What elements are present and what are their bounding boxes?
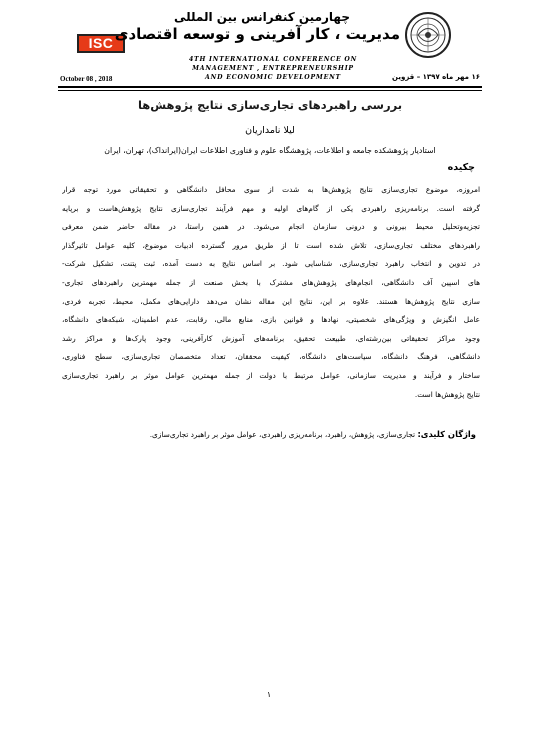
abstract-line: های اسپین آف دانشگاهی، انجام‌های پژوهش‌های مشترک با بخش صنعت از جمله مهمترین راهبردهای تجاری- — [62, 277, 480, 287]
abstract-line: راهبردهای مختلف تجاری‌سازی، تلاش شده است تا از طریق مرور گسترده ادبیات موضوع، کلیه عوامل تاثیرگذار — [62, 240, 480, 250]
author-name: لیلا نامداریان — [245, 125, 295, 136]
abstract-body — [62, 181, 480, 404]
conference-title-fa-line2: مدیریت ، کار آفرینی و توسعه اقتصادی — [114, 25, 400, 43]
keywords — [58, 429, 476, 439]
abstract-line: عامل انگیزش و ویژگی‌های شخصیتی، نهادها و قوانین بازی، منابع مالی، رقابت، عدم اطمینان، شبکه‌های دانشگاه، — [62, 315, 480, 325]
conference-date-en: October 08 , 2018 — [60, 75, 113, 83]
keywords-text: تجاری‌سازی، پژوهش، راهبرد، برنامه‌ریزی راهبردی، عوامل موثر بر راهبرد تجاری‌سازی. — [149, 430, 418, 439]
conference-title-en-line2: MANAGEMENT , ENTREPRENEURSHIP — [192, 65, 354, 72]
author-affiliation: استادیار پژوهشکده جامعه و اطلاعات، پژوهشگاه علوم و فناوری اطلاعات ایران(ایرانداک)، تهران، ایران — [104, 146, 436, 155]
abstract-line: وجود مراکز تحقیقاتی بین‌رشته‌ای، طبیعت تحقیق، برنامه‌های آموزش کارآفرینی، وجود پارک‌ها و مراکز رشد — [62, 333, 480, 343]
conference-title-fa-line1: چهارمین کنفرانس بین المللی — [173, 10, 350, 24]
conference-date-fa: ۱۶ مهر ماه ۱۳۹۷ – قزوین — [392, 73, 480, 81]
paper-title: بررسی راهبردهای تجاری‌سازی نتایج پژوهش‌ها — [137, 98, 403, 112]
keywords-label: واژگان کلیدی: — [417, 429, 476, 439]
abstract-line: گرفته است. برنامه‌ریزی راهبردی یکی از گام‌های اولیه و مهم فرآیند تجاری‌سازی نتایج پژوهش‌هاست و برپایه — [62, 203, 480, 213]
abstract-heading: چکیده — [447, 162, 475, 173]
conference-title-en — [168, 55, 378, 82]
abstract-line: تجزیه‌وتحلیل محیط بیرونی و درونی سازمان انجام می‌شود. در همین راستا، در مقاله حاضر ضمن معرفی — [62, 222, 480, 232]
abstract-line: دانشگاهی، فرهنگ دانشگاه، سیاست‌های دانشگاه، کیفیت محققان، تعداد متخصصان تجاری‌سازی، سطح فناوری، — [62, 352, 480, 362]
abstract-line: امروزه، موضوع تجاری‌سازی نتایج پژوهش‌ها به شدت از سوی محافل دانشگاهی و تحقیقاتی مورد توجه قرار — [62, 185, 480, 194]
conference-title-en-line3: AND ECONOMIC DEVELOPMENT — [205, 74, 341, 81]
header-divider — [58, 86, 482, 88]
abstract-line: در تدوین و انتخاب راهبرد تجاری‌سازی، شناسایی شود. بر اساس نتایج به دست آمده، ثبت پتنت، تشکیل شرکت- — [62, 259, 480, 269]
abstract-line: ساختار و فرآیند و مدیریت سازمانی، عوامل مرتبط با دولت از جمله مهمترین عوامل موثر بر راهبرد تجاری‌سازی — [62, 370, 480, 380]
page-number: ۱ — [266, 690, 272, 699]
conference-title-en-line1: 4TH INTERNATIONAL CONFERENCE ON — [188, 56, 358, 63]
conference-emblem-logo — [402, 10, 454, 60]
abstract-line: سازی نتایج پژوهش‌ها هستند. علاوه بر این، نتایج این مقاله نشان می‌دهد دارایی‌های مکمل، محیط، تجربه فردی، — [62, 296, 480, 306]
header-divider-thin — [58, 90, 482, 91]
isc-logo: ISC — [77, 34, 125, 53]
abstract-line: نتایج پژوهش‌ها است. — [414, 389, 480, 399]
